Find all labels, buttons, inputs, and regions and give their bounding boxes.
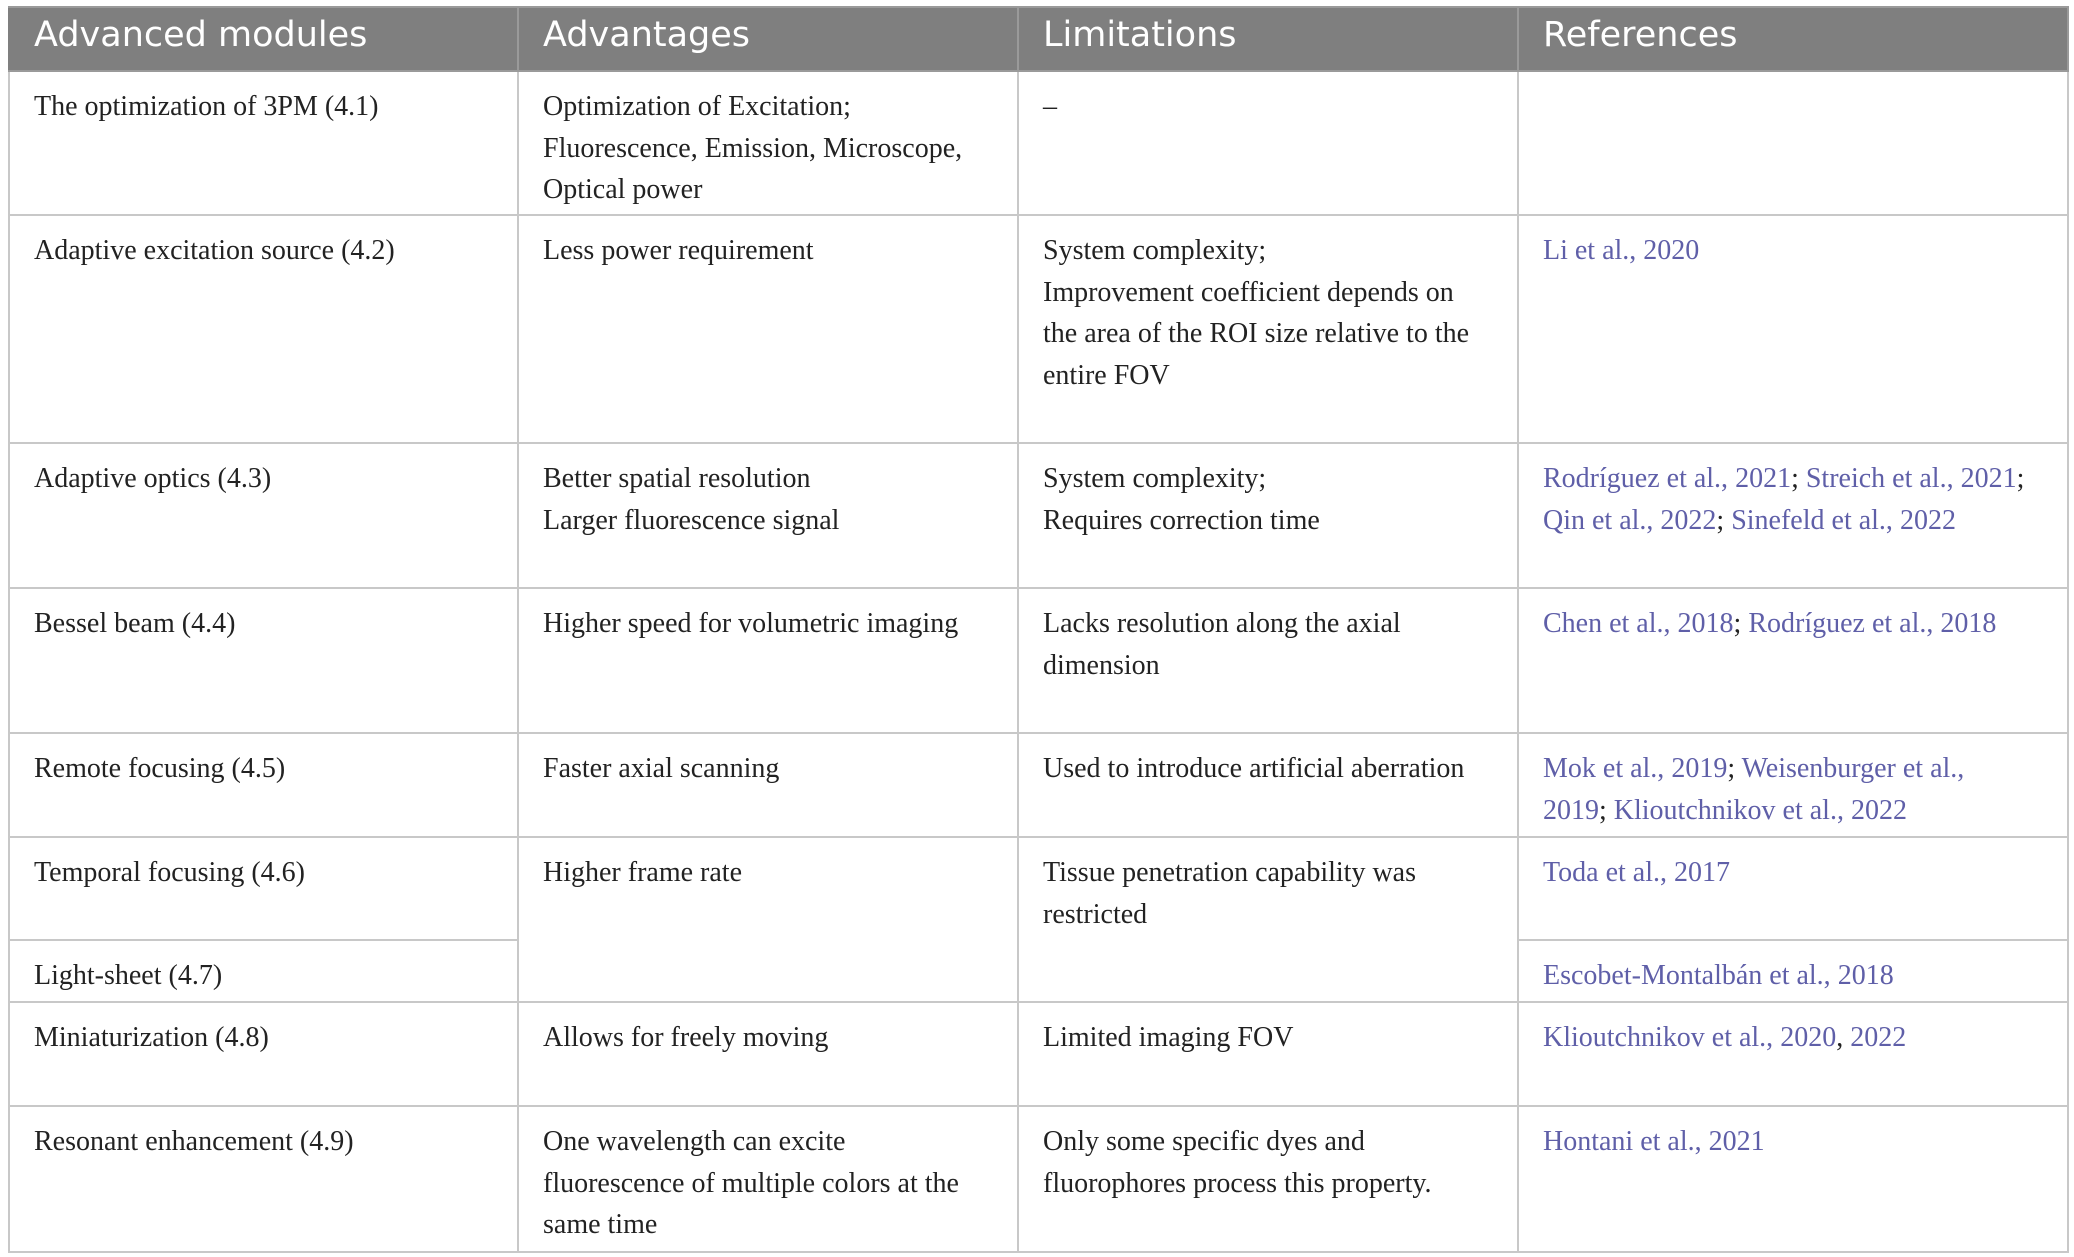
separator: ;	[1791, 463, 1806, 494]
text-line: Improvement coefficient depends on	[1043, 276, 1454, 308]
table-row	[9, 588, 2068, 733]
module-cell: Temporal focusing (4.6)	[9, 837, 518, 940]
table-row	[9, 837, 2068, 940]
ref-line	[1543, 458, 2043, 500]
references-cell	[1518, 1106, 2068, 1252]
header-advantages: Advantages	[518, 7, 1018, 71]
reference-link[interactable]: Klioutchnikov et al.,	[1543, 1022, 1781, 1053]
reference-link[interactable]: 2021	[1708, 1126, 1765, 1157]
reference-link[interactable]: 2020	[1780, 1022, 1837, 1053]
reference-link[interactable]: 2020	[1643, 235, 1700, 266]
text-line: Limited imaging FOV	[1043, 1022, 1294, 1053]
advantages-cell	[518, 443, 1018, 588]
reference-link[interactable]: 2018	[1677, 608, 1734, 639]
advantages-cell	[518, 1002, 1018, 1106]
advantages-cell	[518, 215, 1018, 443]
header-advanced-modules: Advanced modules	[9, 7, 518, 71]
limitations-cell	[1018, 443, 1518, 588]
text-line: restricted	[1043, 898, 1148, 930]
references-cell	[1518, 71, 2068, 215]
reference-link[interactable]: 2022	[1850, 794, 1907, 826]
header-row	[9, 7, 2068, 71]
limitations-cell	[1018, 71, 1518, 215]
text-line: System complexity;	[1043, 463, 1267, 494]
limitations-cell	[1018, 733, 1518, 837]
reference-link[interactable]: 2017	[1674, 857, 1730, 888]
module-cell: Adaptive excitation source (4.2)	[9, 215, 518, 443]
text-line: Faster axial scanning	[543, 753, 780, 784]
module-cell: Light-sheet (4.7)	[9, 940, 518, 1002]
reference-link[interactable]: 2022	[1899, 504, 1956, 536]
separator: ;	[2016, 463, 2025, 494]
reference-link[interactable]: Klioutchnikov et al.,	[1613, 794, 1851, 826]
ref-line	[1543, 955, 2043, 997]
ref-line	[1543, 603, 2043, 645]
text-line: Requires correction time	[1043, 504, 1320, 536]
reference-link[interactable]: Rodríguez et al.,	[1748, 608, 1941, 639]
reference-link[interactable]: Li et al.,	[1543, 235, 1644, 266]
references-cell	[1518, 588, 2068, 733]
reference-link[interactable]: Weisenburger et al.,	[1741, 753, 1965, 784]
reference-link[interactable]: Qin et al.,	[1543, 504, 1661, 536]
text-line: Tissue penetration capability was	[1043, 857, 1417, 888]
ref-line	[1543, 230, 2043, 272]
header-references: References	[1518, 7, 2068, 71]
reference-link[interactable]: 2021	[1960, 463, 2017, 494]
table-row	[9, 215, 2068, 443]
header-limitations: Limitations	[1018, 7, 1518, 71]
separator: ,	[1836, 1022, 1851, 1053]
references-cell	[1518, 733, 2068, 837]
limitations-cell	[1018, 1106, 1518, 1252]
text-line: –	[1043, 91, 1057, 122]
text-line: fluorescence of multiple colors at the	[543, 1167, 959, 1199]
limitations-cell	[1018, 215, 1518, 443]
ref-line	[1543, 1017, 2043, 1059]
reference-link[interactable]: 2019	[1543, 794, 1599, 826]
limitations-cell	[1018, 837, 1518, 1002]
advantages-cell	[518, 71, 1018, 215]
modules-table	[8, 6, 2069, 1253]
limitations-cell	[1018, 588, 1518, 733]
text-line: Only some specific dyes and	[1043, 1126, 1365, 1157]
text-line: One wavelength can excite	[543, 1126, 846, 1157]
advantages-cell	[518, 837, 1018, 1002]
text-line: Better spatial resolution	[543, 463, 811, 494]
reference-link[interactable]: 2019	[1671, 753, 1728, 784]
reference-link[interactable]: Chen et al.,	[1543, 608, 1678, 639]
ref-line	[1543, 790, 2043, 832]
ref-line	[1543, 852, 2043, 894]
reference-link[interactable]: Sinefeld et al.,	[1731, 504, 1900, 536]
ref-line	[1543, 748, 2043, 790]
table-row	[9, 443, 2068, 588]
text-line: Higher frame rate	[543, 857, 742, 888]
text-line: System complexity;	[1043, 235, 1267, 266]
text-line: Allows for freely moving	[543, 1022, 829, 1053]
reference-link[interactable]: Hontani et al.,	[1543, 1126, 1709, 1157]
module-cell: Miniaturization (4.8)	[9, 1002, 518, 1106]
text-line: Used to introduce artificial aberration	[1043, 753, 1465, 784]
text-line: Higher speed for volumetric imaging	[543, 608, 959, 639]
text-line: entire FOV	[1043, 359, 1170, 391]
references-cell	[1518, 1002, 2068, 1106]
text-line: Optimization of Excitation;	[543, 91, 851, 122]
table-row	[9, 1106, 2068, 1252]
text-line: Larger fluorescence signal	[543, 504, 840, 536]
reference-link[interactable]: 2018	[1837, 960, 1894, 991]
text-line: dimension	[1043, 649, 1160, 681]
table-row	[9, 71, 2068, 215]
module-cell: The optimization of 3PM (4.1)	[9, 71, 518, 215]
references-cell	[1518, 837, 2068, 940]
reference-link[interactable]: 2018	[1940, 608, 1997, 639]
table-row	[9, 733, 2068, 837]
module-cell: Bessel beam (4.4)	[9, 588, 518, 733]
text-line: Fluorescence, Emission, Microscope,	[543, 132, 963, 164]
reference-link[interactable]: 2022	[1660, 504, 1717, 536]
text-line: fluorophores process this property.	[1043, 1167, 1432, 1199]
module-cell: Remote focusing (4.5)	[9, 733, 518, 837]
ref-line	[1543, 500, 2043, 542]
text-line: the area of the ROI size relative to the	[1043, 318, 1470, 349]
text-line: same time	[543, 1209, 658, 1240]
module-cell: Resonant enhancement (4.9)	[9, 1106, 518, 1252]
reference-link[interactable]: Escobet-Montalbán et al.,	[1543, 960, 1838, 991]
references-cell	[1518, 443, 2068, 588]
reference-link[interactable]: 2022	[1850, 1022, 1907, 1053]
reference-link[interactable]: Streich et al.,	[1805, 463, 1961, 494]
reference-link[interactable]: Rodríguez et al.,	[1543, 463, 1736, 494]
limitations-cell	[1018, 1002, 1518, 1106]
separator: ;	[1727, 753, 1742, 784]
text-line: Lacks resolution along the axial	[1043, 608, 1401, 639]
separator: ;	[1716, 504, 1732, 536]
text-line: Less power requirement	[543, 235, 814, 266]
text-line: Optical power	[543, 174, 703, 205]
references-cell	[1518, 215, 2068, 443]
table-row	[9, 1002, 2068, 1106]
references-cell	[1518, 940, 2068, 1002]
module-cell: Adaptive optics (4.3)	[9, 443, 518, 588]
separator: ;	[1599, 794, 1614, 826]
advantages-cell	[518, 1106, 1018, 1252]
ref-line	[1543, 1121, 2043, 1163]
reference-link[interactable]: 2021	[1735, 463, 1792, 494]
reference-link[interactable]: Toda et al.,	[1543, 857, 1674, 888]
advantages-cell	[518, 733, 1018, 837]
reference-link[interactable]: Mok et al.,	[1543, 753, 1672, 784]
advantages-cell	[518, 588, 1018, 733]
separator: ;	[1733, 608, 1749, 639]
